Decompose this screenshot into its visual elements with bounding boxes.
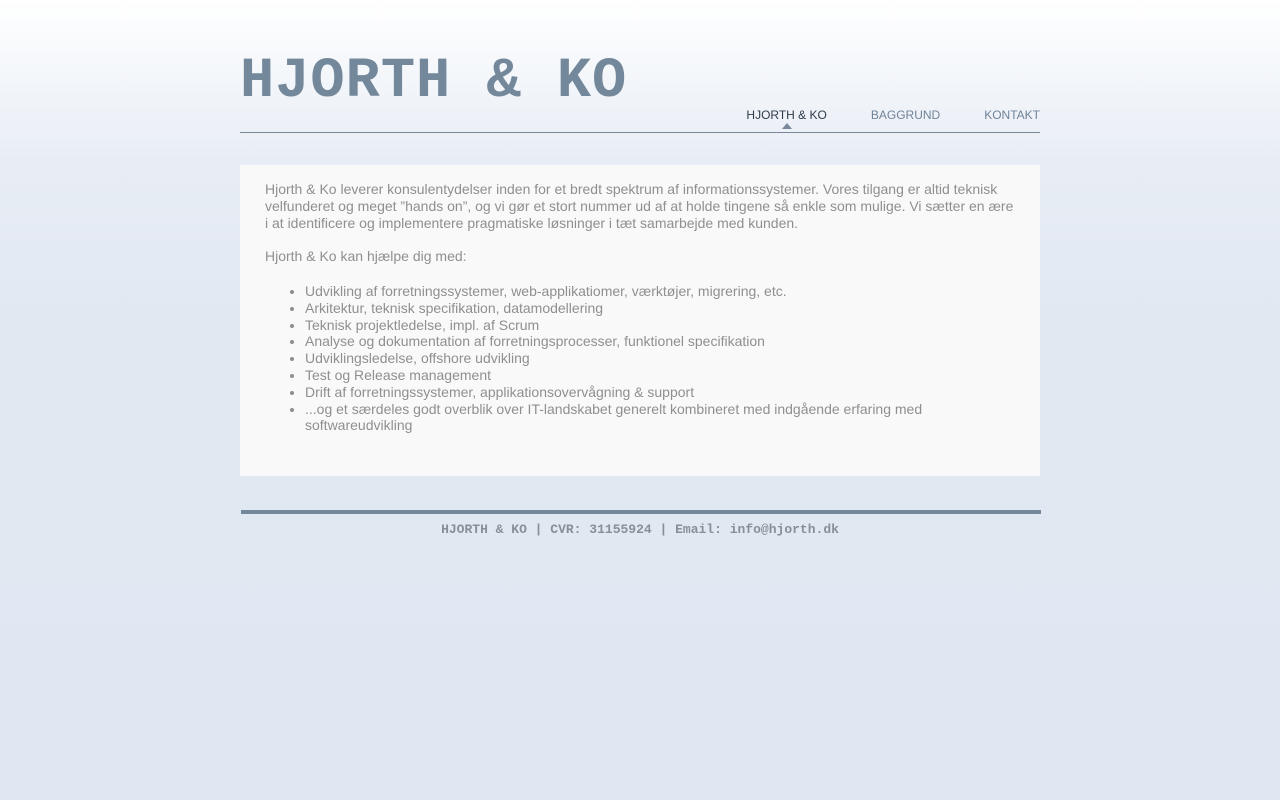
list-item: • Udvikling af forretningssystemer, web-applikatiomer, værktøjer, migrering, etc. <box>305 283 1015 300</box>
list-item: • Teknisk projektledelse, impl. af Scrum <box>305 317 1015 334</box>
list-item: • Arkitektur, teknisk specifikation, datamodellering <box>305 300 1015 317</box>
nav-item-baggrund[interactable] <box>871 107 940 123</box>
main-nav <box>746 107 1040 123</box>
page <box>240 0 1040 537</box>
main-content <box>240 165 1040 476</box>
nav-item-kontakt[interactable] <box>984 107 1040 123</box>
site-header <box>240 0 1040 133</box>
footer-divider <box>241 510 1041 514</box>
nav-item-hjorth-ko[interactable] <box>746 107 826 123</box>
nav-item-label: BAGGRUND <box>870 108 941 122</box>
services-list <box>305 283 1015 434</box>
nav-item-label: HJORTH & KO <box>746 108 827 122</box>
list-item: • Analyse og dokumentation af forretningsprocesser, funktionel specifikation <box>305 333 1015 350</box>
list-item: • Drift af forretningssystemer, applikationsovervågning & support <box>305 384 1015 401</box>
help-heading: Hjorth & Ko kan hjælpe dig med: <box>265 248 467 264</box>
site-logo[interactable]: HJORTH & KO <box>240 50 628 114</box>
active-indicator-icon <box>782 123 792 129</box>
list-item: • Test og Release management <box>305 367 1015 384</box>
nav-item-label: KONTAKT <box>984 108 1040 122</box>
site-footer: HJORTH & KO | CVR: 31155924 | Email: info@hjorth.dk <box>441 522 839 537</box>
list-item: • Udviklingsledelse, offshore udvikling <box>305 350 1015 367</box>
list-item: • ...og et særdeles godt overblik over IT-landskabet generelt kombineret med indgående erfaring med softwareudvikling <box>305 401 1015 435</box>
intro-paragraph: Hjorth & Ko leverer konsulentydelser inden for et bredt spektrum af informationssystemer. Vores tilgang er altid teknisk velfunderet og meget ”hands on”, og vi gør et stort nummer ud af at holde tingene så enkle som mulige. Vi sætter en ære i at identificere og implementere pragmatiske løsninger i tæt samarbejde med kunden. <box>265 181 1014 231</box>
